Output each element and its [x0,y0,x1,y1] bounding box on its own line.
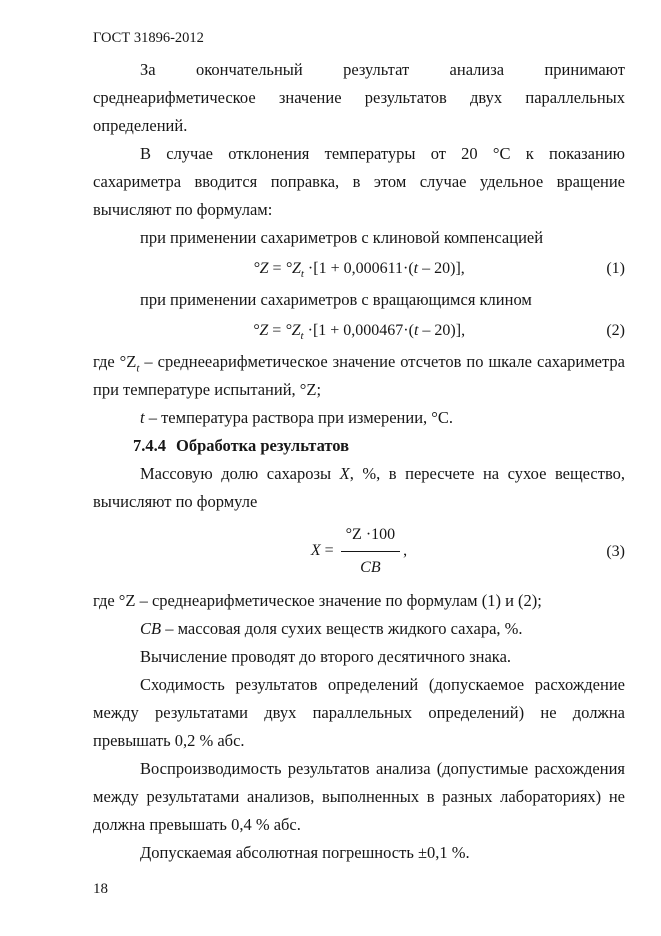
fraction-numerator: °Z ·100 [341,521,401,552]
formula-subscript-t: t [300,330,304,343]
formula-term: °Z [252,322,269,339]
page-number: 18 [93,881,108,897]
text-run: где [93,352,120,371]
formula-term: – 20)], [418,260,465,277]
text-run: Массовую долю сахарозы [140,464,340,483]
formula-term: = [320,542,338,560]
text-run: , %, в пересчете на сухое вещество, вычисляют по формуле [93,464,625,511]
variable-t: t [140,408,145,427]
variable-x: X [339,464,350,483]
formula-term: = [268,260,286,277]
para-where-t-definition [93,404,625,432]
formula-2-number: (2) [606,322,625,339]
para-calc-precision: Вычисление проводят до второго десятичного знака. [140,647,512,666]
formula-subscript-t: t [136,362,140,375]
formula-term: ·[1 + 0,000611·( [303,260,414,277]
para-absolute-error: Допускаемая абсолютная погрешность ±0,1 %. [140,843,470,862]
para-where-zt-definition [93,348,625,404]
formula-term: ·[1 + 0,000467·( [303,322,414,339]
formula-term: °Z [285,322,301,339]
para-mass-fraction [93,460,625,516]
fraction [341,521,401,582]
formula-term: – 20)], [418,322,466,339]
text-run: – среднееарифметическое значение отсчетов по шкале сахариметра при температуре испытаний, °Z; [93,352,625,399]
para-repeatability: Сходимость результатов определений (допускаемое расхождение между результатами двух параллельных определений) не должна превышать 0,2 % абс. [93,675,625,750]
section-title: Обработка результатов [176,436,350,455]
formula-term: °Z [285,260,301,277]
fraction-denominator: СВ [360,559,381,576]
formula-3-number: (3) [606,542,625,560]
variable-cb: СВ [140,619,162,638]
formula-2 [93,317,625,345]
formula-term: °Z [253,260,269,277]
text-run: – температура раствора при измерении, °С. [144,408,454,427]
variable-x: X [310,542,321,560]
para-rotating-wedge: при применении сахариметров с вращающимся клином [140,290,532,309]
formula-3-expression [138,521,580,582]
para-where-z-definition: где °Z – среднеарифметическое значение по формулам (1) и (2); [93,591,542,610]
formula-1-expression [138,255,580,283]
formula-term: = [268,322,286,339]
section-number: 7.4.4 [133,436,166,455]
formula-2-expression [138,317,580,345]
text-run: – массовая доля сухих веществ жидкого сахара, %. [161,619,523,638]
formula-1 [93,255,625,283]
document-number: ГОСТ 31896-2012 [93,30,204,46]
section-heading-744 [93,432,625,460]
para-reproducibility: Воспроизводимость результатов анализа (допустимые расхождения между результатами анализов, выполненных в разных лабораториях) не должна превышать 0,4 % абс. [93,759,625,834]
formula-term: t [413,260,419,277]
para-where-cb-definition [93,615,625,643]
formula-3 [93,521,625,582]
formula-1-number: (1) [606,260,625,277]
para-final-result: За окончательный результат анализа принимают среднеарифметическое значение результатов двух параллельных определений. [93,60,625,135]
formula-subscript-t: t [300,268,304,281]
text-run: °Z [119,352,137,371]
para-wedge-compensation: при применении сахариметров с клиновой компенсацией [140,228,544,247]
para-temp-correction: В случае отклонения температуры от 20 °С к показанию сахариметра вводится поправка, в этом случае удельное вращение вычисляют по формулам: [93,144,625,219]
formula-term: , [403,542,408,560]
formula-term: t [413,322,419,339]
